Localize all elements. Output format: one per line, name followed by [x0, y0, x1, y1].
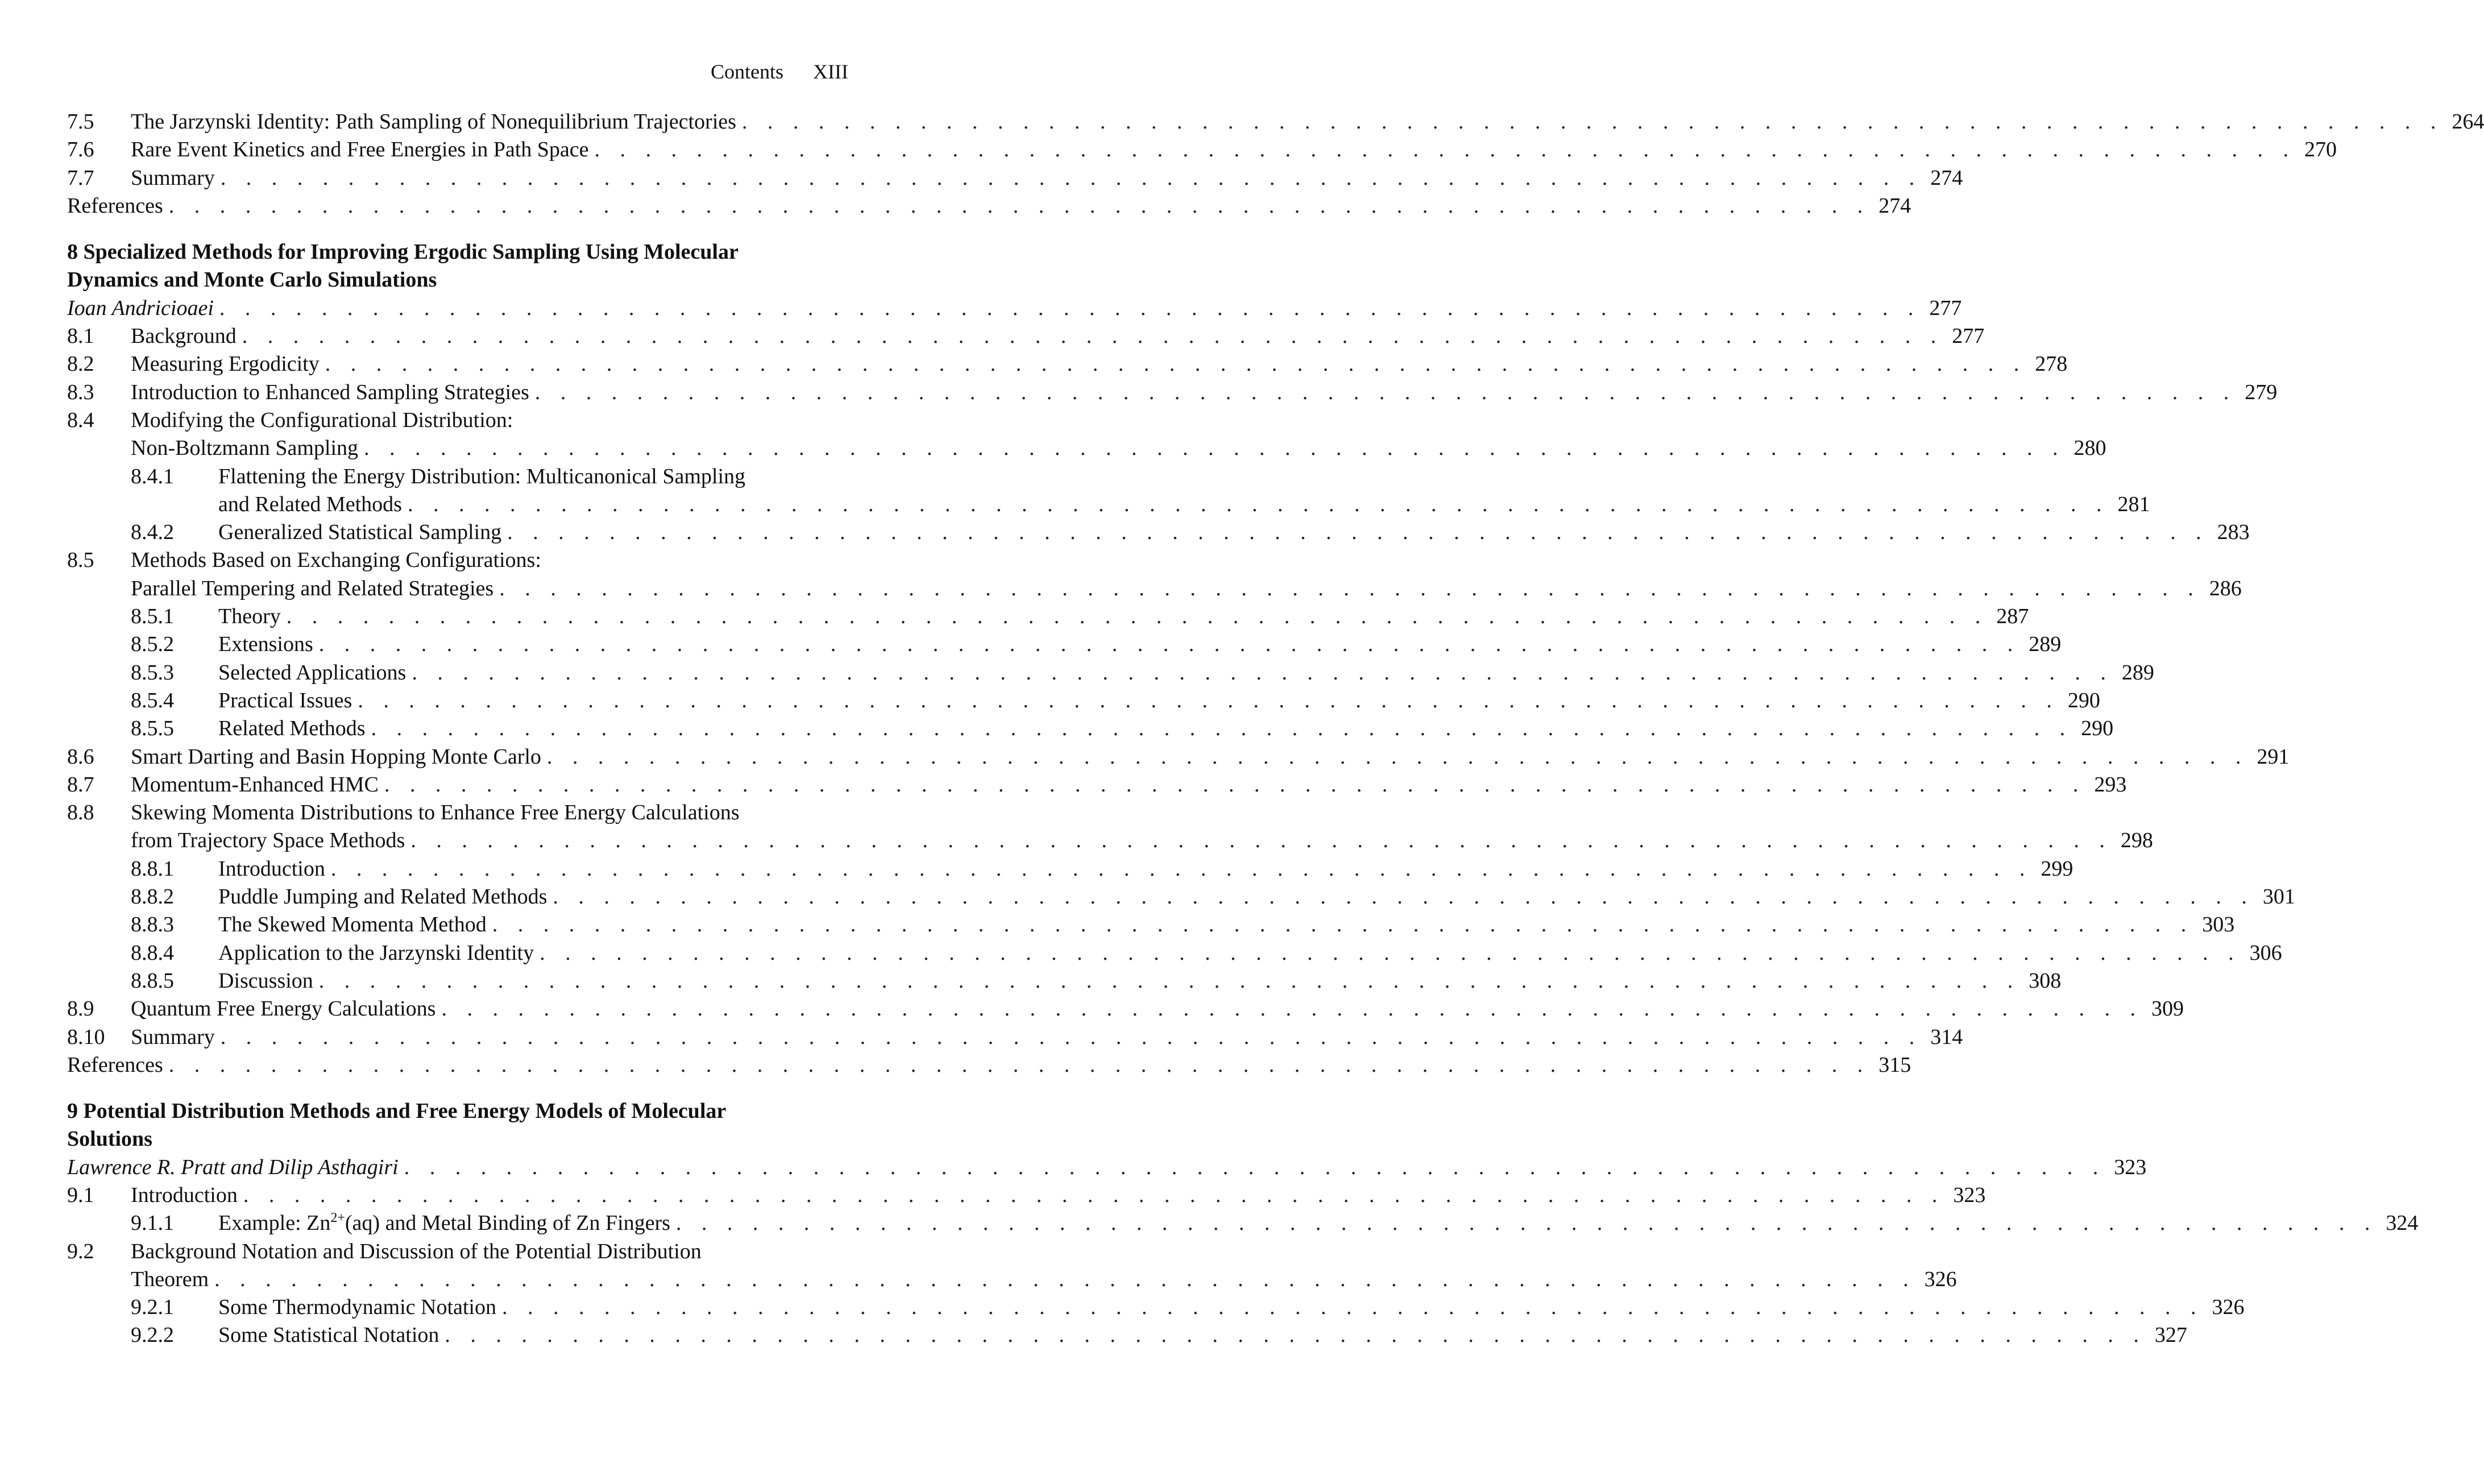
- title-text: from Trajectory Space Methods: [131, 828, 405, 853]
- page-number: 308: [2029, 968, 2062, 993]
- toc-entry[interactable]: [67, 1209, 2419, 1237]
- dot-leader: . . . . . . . . . . . . . . . . . . . . . . . . . . . . . . . . . . . . . . . . . . . . . . . . . . . . . . . . . . . . . . . . . . .: [243, 1183, 1945, 1207]
- title-text: Modifying the Configurational Distribution:: [131, 408, 513, 432]
- section-title: [218, 631, 313, 658]
- section-number: 8.4.2: [131, 520, 174, 545]
- section-title: [131, 546, 541, 574]
- page-number: 299: [2041, 856, 2074, 881]
- dot-leader: . . . . . . . . . . . . . . . . . . . . . . . . . . . . . . . . . . . . . . . . . . . . . . . . . . . . . . . . . . . . . . . . . . .: [371, 716, 2073, 741]
- page-number: 298: [2120, 828, 2153, 853]
- chapter-title-text: Solutions: [67, 1127, 152, 1151]
- section-title: [131, 164, 215, 192]
- section-title: [131, 771, 379, 799]
- page-number: 306: [2249, 940, 2282, 965]
- references-entry[interactable]: [67, 1051, 1911, 1079]
- page-number: 291: [2257, 744, 2290, 769]
- toc-entry[interactable]: [67, 659, 2154, 687]
- page-number: 277: [1952, 324, 1985, 349]
- title-text: The Jarzynski Identity: Path Sampling of Nonequilibrium Trajectories: [131, 110, 736, 134]
- dot-leader: . . . . . . . . . . . . . . . . . . . . . . . . . . . . . . . . . . . . . . . . . . . . . . . . . . . . . . . . . . . . . . . . . . .: [318, 632, 2021, 657]
- section-title: [218, 1209, 670, 1237]
- author-names: [67, 1154, 399, 1182]
- dot-leader: . . . . . . . . . . . . . . . . . . . . . . . . . . . . . . . . . . . . . . . . . . . . . . . . . . . . . . . . . . . . . . . . . . .: [594, 138, 2296, 162]
- toc-entry[interactable]: [67, 911, 2235, 939]
- section-title: [218, 463, 745, 491]
- title-text: and Related Methods: [218, 492, 402, 516]
- section-title: [218, 491, 402, 519]
- toc-entry[interactable]: [67, 603, 2029, 631]
- dot-leader: . . . . . . . . . . . . . . . . . . . . . . . . . . . . . . . . . . . . . . . . . . . . . . . . . . . . . . . . . . . . . . . . . . .: [507, 520, 2209, 545]
- toc-entry[interactable]: [67, 1023, 1963, 1051]
- title-text: Summary: [131, 1025, 215, 1049]
- section-number: 8.4: [67, 408, 94, 432]
- dot-leader: . . . . . . . . . . . . . . . . . . . . . . . . . . . . . . . . . . . . . . . . . . . . . . . . . . . . . . . . . . . . . . . . . . .: [325, 352, 2027, 376]
- title-text: Application to the Jarzynski Identity: [218, 940, 534, 965]
- page-number: 303: [2202, 913, 2235, 937]
- page-number: 264: [2452, 110, 2484, 134]
- title-text: Background: [131, 324, 237, 349]
- page-number: 309: [2151, 997, 2184, 1021]
- toc-entry[interactable]: [67, 136, 2337, 164]
- section-number: 8.8.5: [131, 968, 174, 993]
- section-number: 8.5: [67, 548, 94, 573]
- chapter-title-line: [67, 238, 848, 266]
- chapter-title-line: [67, 266, 848, 294]
- page-number: 277: [1929, 296, 1962, 320]
- dot-leader: . . . . . . . . . . . . . . . . . . . . . . . . . . . . . . . . . . . . . . . . . . . . . . . . . . . . . . . . . . . . . . . . . . .: [499, 576, 2201, 600]
- section-number: 7.6: [67, 138, 94, 162]
- title-text: References: [67, 193, 163, 218]
- title-text-continued: (aq) and Metal Binding of Zn Fingers: [345, 1211, 670, 1236]
- toc-entry-continuation[interactable]: [67, 827, 2153, 855]
- page-number: 323: [2114, 1155, 2147, 1179]
- section-number: 8.5.3: [131, 660, 174, 685]
- title-text: Quantum Free Energy Calculations: [131, 997, 436, 1021]
- references-entry[interactable]: [67, 192, 1911, 220]
- dot-leader: . . . . . . . . . . . . . . . . . . . . . . . . . . . . . . . . . . . . . . . . . . . . . . . . . . . . . . . . . . . . . . . . . . .: [214, 1267, 1916, 1291]
- section-number: 8.8.4: [131, 940, 174, 965]
- section-title: [131, 1023, 215, 1051]
- section-number: 7.7: [67, 165, 94, 190]
- title-text: References: [67, 1052, 163, 1077]
- title-text: Some Statistical Notation: [218, 1323, 439, 1348]
- section-number: 8.8.1: [131, 856, 174, 881]
- page-number: 315: [1878, 1052, 1911, 1077]
- page-number: 301: [2262, 885, 2295, 909]
- toc-entry[interactable]: [67, 322, 1985, 350]
- dot-leader: . . . . . . . . . . . . . . . . . . . . . . . . . . . . . . . . . . . . . . . . . . . . . . . . . . . . . . . . . . . . . . . . . . .: [492, 913, 2194, 937]
- toc-entry-continuation[interactable]: [67, 491, 2150, 519]
- toc-entry-continuation[interactable]: [67, 1266, 1957, 1294]
- dot-leader: . . . . . . . . . . . . . . . . . . . . . . . . . . . . . . . . . . . . . . . . . . . . . . . . . . . . . . . . . . . . . . . . . . .: [412, 660, 2113, 685]
- dot-leader: . . . . . . . . . . . . . . . . . . . . . . . . . . . . . . . . . . . . . . . . . . . . . . . . . . . . . . . . . . . . . . . . . . .: [407, 492, 2109, 516]
- section-number: 8.5.4: [131, 688, 174, 712]
- title-text: Introduction: [218, 856, 325, 881]
- section-number: 7.5: [67, 110, 94, 134]
- dot-leader: . . . . . . . . . . . . . . . . . . . . . . . . . . . . . . . . . . . . . . . . . . . . . . . . . . . . . . . . . . . . . . . . . . .: [675, 1211, 2378, 1236]
- dot-leader: . . . . . . . . . . . . . . . . . . . . . . . . . . . . . . . . . . . . . . . . . . . . . . . . . . . . . . . . . . . . . . . . . . .: [534, 380, 2237, 404]
- dot-leader: . . . . . . . . . . . . . . . . . . . . . . . . . . . . . . . . . . . . . . . . . . . . . . . . . . . . . . . . . . . . . . . . . . .: [219, 296, 1921, 320]
- section-title: [218, 715, 366, 743]
- title-text: The Skewed Momenta Method: [218, 913, 487, 937]
- section-number: 9.2.1: [131, 1295, 174, 1320]
- page-number: 274: [1930, 165, 1963, 190]
- dot-leader: . . . . . . . . . . . . . . . . . . . . . . . . . . . . . . . . . . . . . . . . . . . . . . . . . . . . . . . . . . . . . . . . . . .: [168, 193, 1871, 218]
- dot-leader: . . . . . . . . . . . . . . . . . . . . . . . . . . . . . . . . . . . . . . . . . . . . . . . . . . . . . . . . . . . . . . . . . . .: [358, 688, 2059, 712]
- title-text: Methods Based on Exchanging Configurations:: [131, 548, 541, 573]
- toc-entry[interactable]: [67, 350, 2068, 378]
- page-number: 314: [1930, 1025, 1963, 1049]
- dot-leader: . . . . . . . . . . . . . . . . . . . . . . . . . . . . . . . . . . . . . . . . . . . . . . . . . . . . . . . . . . . . . . . . . . .: [441, 997, 2143, 1021]
- page-number: 280: [2074, 436, 2106, 461]
- section-number: 8.5.2: [131, 632, 174, 657]
- toc-entry[interactable]: [67, 995, 2184, 1023]
- title-text: Lawrence R. Pratt and Dilip Asthagiri: [67, 1155, 399, 1179]
- section-title: [218, 967, 313, 995]
- section-title: [131, 407, 513, 434]
- page-number: 286: [2209, 576, 2242, 600]
- dot-leader: . . . . . . . . . . . . . . . . . . . . . . . . . . . . . . . . . . . . . . . . . . . . . . . . . . . . . . . . . . . . . . . . . . .: [286, 604, 1988, 629]
- section-title: [218, 603, 281, 631]
- title-text: Selected Applications: [218, 660, 407, 685]
- toc-entry[interactable]: [67, 1238, 848, 1266]
- toc-entry[interactable]: [67, 164, 1963, 192]
- title-text: Flattening the Energy Distribution: Multicanonical Sampling: [218, 464, 746, 488]
- section-title: [131, 379, 529, 407]
- section-number: 8.6: [67, 744, 94, 769]
- title-text: Non-Boltzmann Sampling: [131, 436, 359, 461]
- chapter-title-text: 8 Specialized Methods for Improving Ergodic Sampling Using Molecular: [67, 240, 739, 264]
- title-text: Theorem: [131, 1267, 209, 1291]
- toc-entry-continuation[interactable]: [67, 434, 2106, 462]
- section-number: 8.5.5: [131, 716, 174, 741]
- title-text: Parallel Tempering and Related Strategies: [131, 576, 494, 600]
- chapter-title-line: [67, 1125, 848, 1153]
- page-number: 289: [2029, 632, 2062, 657]
- dot-leader: . . . . . . . . . . . . . . . . . . . . . . . . . . . . . . . . . . . . . . . . . . . . . . . . . . . . . . . . . . . . . . . . . . .: [168, 1052, 1871, 1077]
- chapter-title-line: [67, 1097, 848, 1125]
- section-number: 8.9: [67, 997, 94, 1021]
- toc-entry[interactable]: [67, 855, 2074, 883]
- section-title: [131, 1238, 702, 1266]
- chapter-author-entry[interactable]: [67, 1154, 2147, 1182]
- dot-leader: . . . . . . . . . . . . . . . . . . . . . . . . . . . . . . . . . . . . . . . . . . . . . . . . . . . . . . . . . . . . . . . . . . .: [364, 436, 2066, 461]
- dot-leader: . . . . . . . . . . . . . . . . . . . . . . . . . . . . . . . . . . . . . . . . . . . . . . . . . . . . . . . . . . . . . . . . . . .: [318, 968, 2021, 993]
- toc-entry[interactable]: [67, 379, 2278, 407]
- toc-entry[interactable]: [67, 546, 848, 574]
- title-text: Puddle Jumping and Related Methods: [218, 885, 548, 909]
- title-text: Momentum-Enhanced HMC: [131, 772, 379, 797]
- toc-entry[interactable]: [67, 1294, 2245, 1321]
- section-title: [218, 939, 534, 967]
- page-number: 274: [1878, 193, 1911, 218]
- title-text: Generalized Statistical Sampling: [218, 520, 502, 545]
- page-number: 281: [2117, 492, 2150, 516]
- dot-leader: . . . . . . . . . . . . . . . . . . . . . . . . . . . . . . . . . . . . . . . . . . . . . . . . . . . . . . . . . . . . . . . . . . .: [410, 828, 2112, 853]
- page-number: 290: [2081, 716, 2114, 741]
- page-number: 324: [2386, 1211, 2419, 1236]
- toc-entry[interactable]: [67, 631, 2062, 658]
- page-number: 279: [2245, 380, 2278, 404]
- section-title: [218, 519, 501, 546]
- author-names: [67, 295, 214, 322]
- toc-entry[interactable]: [67, 407, 848, 434]
- toc-entry[interactable]: [67, 715, 2114, 743]
- page-number: 323: [1953, 1183, 1986, 1207]
- section-title: [218, 855, 325, 883]
- title-text: Measuring Ergodicity: [131, 352, 320, 376]
- title-text: Ioan Andricioaei: [67, 296, 214, 320]
- section-title: [131, 434, 358, 462]
- page-number: 327: [2154, 1323, 2187, 1348]
- section-number: 8.4.1: [131, 464, 174, 488]
- section-title: [131, 575, 494, 603]
- section-title: [218, 1294, 496, 1321]
- header-page-number: XIII: [813, 60, 848, 83]
- title-text: Introduction: [131, 1183, 238, 1207]
- toc-entry-continuation[interactable]: [67, 575, 2242, 603]
- section-number: 9.1.1: [131, 1211, 174, 1236]
- section-title: [131, 743, 541, 771]
- section-title: [131, 995, 436, 1023]
- section-title: [131, 1266, 209, 1294]
- title-text: Example: Zn: [218, 1211, 331, 1236]
- section-number: 8.8: [67, 801, 94, 825]
- toc-entry[interactable]: [67, 939, 2282, 967]
- section-number: 9.2: [67, 1239, 94, 1263]
- title-text: Related Methods: [218, 716, 366, 741]
- page-number: 287: [1996, 604, 2029, 629]
- section-number: 9.2.2: [131, 1323, 174, 1348]
- section-title: [218, 1321, 439, 1349]
- toc-entry[interactable]: [67, 967, 2062, 995]
- section-title: [131, 350, 320, 378]
- section-title: [218, 911, 487, 939]
- title-text: Smart Darting and Basin Hopping Monte Carlo: [131, 744, 541, 769]
- dot-leader: . . . . . . . . . . . . . . . . . . . . . . . . . . . . . . . . . . . . . . . . . . . . . . . . . . . . . . . . . . . . . . . . . . .: [384, 772, 2086, 797]
- running-header: [711, 59, 848, 84]
- title-text: Background Notation and Discussion of the Potential Distribution: [131, 1239, 702, 1263]
- page-number: 283: [2217, 520, 2250, 545]
- section-number: 8.1: [67, 324, 94, 349]
- section-number: 8.8.2: [131, 885, 174, 909]
- toc-entry[interactable]: [67, 463, 848, 491]
- toc-entry[interactable]: [67, 1182, 1986, 1209]
- page-number: 270: [2304, 138, 2337, 162]
- toc-entry[interactable]: [67, 799, 848, 827]
- toc-entry[interactable]: [67, 771, 2127, 799]
- title-text: Skewing Momenta Distributions to Enhance Free Energy Calculations: [131, 801, 740, 825]
- page-number: 289: [2121, 660, 2154, 685]
- title-text: Summary: [131, 165, 215, 190]
- dot-leader: . . . . . . . . . . . . . . . . . . . . . . . . . . . . . . . . . . . . . . . . . . . . . . . . . . . . . . . . . . . . . . . . . . .: [220, 1025, 1922, 1049]
- section-title: [131, 108, 736, 136]
- title-text: Discussion: [218, 968, 313, 993]
- section-number: 8.5.1: [131, 604, 174, 629]
- toc-entry[interactable]: [67, 743, 2290, 771]
- title-text: Practical Issues: [218, 688, 353, 712]
- toc-entry[interactable]: [67, 108, 2484, 136]
- dot-leader: . . . . . . . . . . . . . . . . . . . . . . . . . . . . . . . . . . . . . . . . . . . . . . . . . . . . . . . . . . . . . . . . . . .: [553, 885, 2254, 909]
- dot-leader: . . . . . . . . . . . . . . . . . . . . . . . . . . . . . . . . . . . . . . . . . . . . . . . . . . . . . . . . . . . . . . . . . . .: [741, 110, 2444, 134]
- section-number: 8.8.3: [131, 913, 174, 937]
- page-number: 326: [1924, 1267, 1957, 1291]
- chapter-author-entry[interactable]: [67, 295, 1962, 322]
- section-number: 8.3: [67, 380, 94, 404]
- section-title: [131, 136, 589, 164]
- page-number: 278: [2035, 352, 2068, 376]
- section-number: 8.2: [67, 352, 94, 376]
- section-number: 8.7: [67, 772, 94, 797]
- title-text: Some Thermodynamic Notation: [218, 1295, 496, 1320]
- dot-leader: . . . . . . . . . . . . . . . . . . . . . . . . . . . . . . . . . . . . . . . . . . . . . . . . . . . . . . . . . . . . . . . . . . .: [502, 1295, 2204, 1320]
- section-number: 8.10: [67, 1025, 105, 1049]
- section-title: [218, 883, 547, 911]
- section-title: [67, 192, 163, 220]
- header-section: Contents: [711, 60, 784, 83]
- section-title: [218, 659, 406, 687]
- title-text: Introduction to Enhanced Sampling Strategies: [131, 380, 529, 404]
- chapter-title-text: 9 Potential Distribution Methods and Free Energy Models of Molecular: [67, 1099, 727, 1124]
- section-title: [67, 1051, 163, 1079]
- title-text: Extensions: [218, 632, 313, 657]
- charge-superscript: 2+: [330, 1211, 345, 1226]
- title-text: Theory: [218, 604, 281, 629]
- dot-leader: . . . . . . . . . . . . . . . . . . . . . . . . . . . . . . . . . . . . . . . . . . . . . . . . . . . . . . . . . . . . . . . . . . .: [220, 165, 1922, 190]
- section-title: [131, 322, 237, 350]
- dot-leader: . . . . . . . . . . . . . . . . . . . . . . . . . . . . . . . . . . . . . . . . . . . . . . . . . . . . . . . . . . . . . . . . . . .: [540, 940, 2241, 965]
- section-title: [131, 1182, 238, 1209]
- title-text: Rare Event Kinetics and Free Energies in Path Space: [131, 138, 589, 162]
- section-title: [131, 799, 740, 827]
- toc-entry[interactable]: [67, 687, 2100, 715]
- dot-leader: . . . . . . . . . . . . . . . . . . . . . . . . . . . . . . . . . . . . . . . . . . . . . . . . . . . . . . . . . . . . . . . . . . .: [445, 1323, 2146, 1348]
- page-number: 293: [2094, 772, 2127, 797]
- toc-entry[interactable]: [67, 519, 2250, 546]
- dot-leader: . . . . . . . . . . . . . . . . . . . . . . . . . . . . . . . . . . . . . . . . . . . . . . . . . . . . . . . . . . . . . . . . . . .: [330, 856, 2033, 881]
- chapter-title-text: Dynamics and Monte Carlo Simulations: [67, 268, 437, 292]
- dot-leader: . . . . . . . . . . . . . . . . . . . . . . . . . . . . . . . . . . . . . . . . . . . . . . . . . . . . . . . . . . . . . . . . . . .: [242, 324, 1944, 349]
- table-of-contents: [67, 108, 2484, 1350]
- dot-leader: . . . . . . . . . . . . . . . . . . . . . . . . . . . . . . . . . . . . . . . . . . . . . . . . . . . . . . . . . . . . . . . . . . .: [404, 1155, 2106, 1179]
- page-number: 290: [2067, 688, 2100, 712]
- section-title: [131, 827, 405, 855]
- page-number: 326: [2212, 1295, 2245, 1320]
- dot-leader: . . . . . . . . . . . . . . . . . . . . . . . . . . . . . . . . . . . . . . . . . . . . . . . . . . . . . . . . . . . . . . . . . . .: [546, 744, 2249, 769]
- toc-entry[interactable]: [67, 883, 2295, 911]
- section-number: 9.1: [67, 1183, 94, 1207]
- toc-entry[interactable]: [67, 1321, 2187, 1349]
- section-title: [218, 687, 352, 715]
